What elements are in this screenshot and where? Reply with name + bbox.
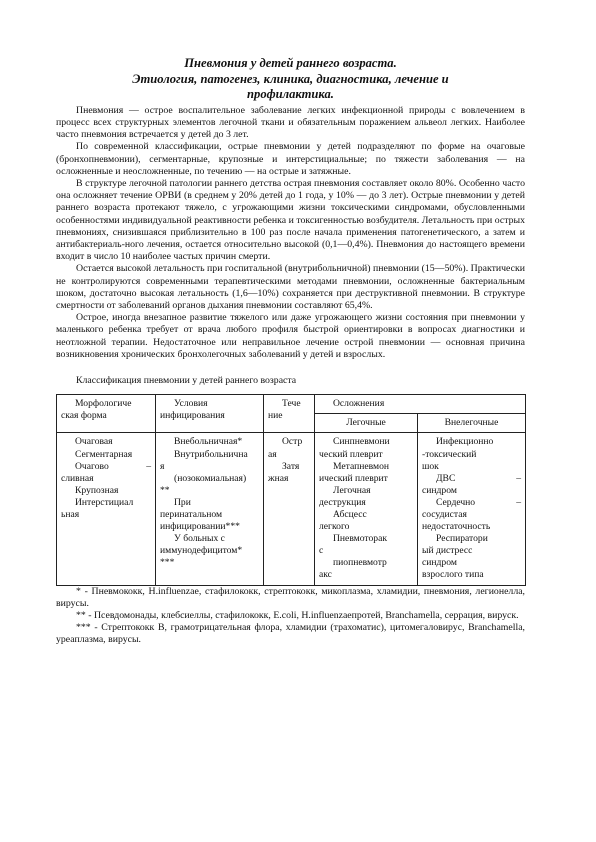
header-pulmonary: Легочные <box>315 414 418 433</box>
header-morphological-form: Морфологиче ская форма <box>57 395 156 433</box>
header-complications: Осложнения <box>315 395 526 414</box>
table-header-row <box>57 395 526 414</box>
cell-infection-conditions: Внебольничная* Внутрибольнична я (нозокомиальная) ** При перинатальном инфицировании*** У больных с иммунодефицитом* *** <box>156 433 264 585</box>
header-infection-conditions: Условия инфицирования <box>156 395 264 433</box>
cell-course: Остр ая Затя жная <box>264 433 315 585</box>
header-course: Тече ние <box>264 395 315 433</box>
paragraph-urgency: Острое, иногда внезапное развитие тяжелого или даже угрожающего жизни состояния при пневмонии у маленького ребенка требует от врача любого профиля быстрой ориентировки в вопросах диагностики и неотложной терапии. Недостаточное или неправильное лечение острой пневмонии — основная причина возникновения хронических бронхолегочных заболеваний у детей и взрослых. <box>56 312 525 360</box>
cell-extrapulmonary-complications: Инфекционно -токсический шок ДВС – синдром Сердечно – сосудистая недостаточность Респиратори ый дистресс синдром взрослого типа <box>418 433 526 585</box>
table-caption: Классификация пневмонии у детей раннего возраста <box>76 375 297 387</box>
title-line-1: Пневмония у детей раннего возраста. <box>184 56 397 70</box>
cell-pulmonary-complications: Синпневмони ческий плеврит Метапневмон ический плеврит Легочная деструкция Абсцесс легкого Пневмоторак с пиопневмотр акс <box>315 433 418 585</box>
paragraph-classification: По современной классификации, острые пневмонии у детей подразделяют по форме на очаговые (бронхопневмонии), сегментарные, крупозные и интерстициальные; по тяжести заболевания — на осложненные и неосложненные, по течению — на острые и затяжные. <box>56 141 525 177</box>
header-extrapulmonary: Внелегочные <box>418 414 526 433</box>
cell-morphological-forms: Очаговая Сегментарная Очагово – сливная Крупозная Интерстициал ьная <box>57 433 156 585</box>
paragraph-definition: Пневмония — острое воспалительное заболевание легких инфекционной природы с вовлечением в процесс всех структурных элементов легочной ткани и обязательным поражением альвеол легких. Наиболее часто пневмония встречается у детей до 3 лет. <box>56 104 525 141</box>
footnotes <box>56 586 525 646</box>
footnote-1: * - Пневмококк, H.influenzae, стафилококк, стрептококк, микоплазма, хламидии, пневмония, легионелла, вирусы. <box>56 585 525 609</box>
classification-table <box>56 394 526 585</box>
footnote-3: *** - Стрептококк В, грамотрицательная флора, хламидии (трахоматис), цитомегаловирус, Branchamella, уреаплазма, вирусы. <box>56 621 525 645</box>
footnote-2: ** - Псевдомонады, клебсиеллы, стафилококк, E.coli, H.influenzaeпротей, Branchamella, серрация, вируск. <box>76 609 519 621</box>
document-title <box>56 56 525 103</box>
title-line-3: профилактика. <box>247 87 334 102</box>
paragraph-structure: В структуре легочной патологии раннего детства острая пневмония составляет около 80%. Особенно часто она осложняет течение ОРВИ (в среднем у 20% детей до 1 года, у 10% — до 3 лет). Острые пневмонии у детей раннего возраста протекают тяжело, с угрожающими жизни токсическими синдромами, обусловленными особенностями индивидуальной реактивности ребенка и токсигенностью возбудителя. Летальность при острых пневмониях, снизившаяся приблизительно в 100 раз после начала применения патогенетического, а затем и антибактериаль-ного лечения, остается относительно высокой (0,1—0,4%). Пневмония до настоящего времени входит в число 10 наиболее частых причин смерти. <box>56 178 525 263</box>
title-line-2: Этиология, патогенез, клиника, диагностика, лечение и <box>132 71 449 86</box>
table-row <box>57 433 526 585</box>
document-page <box>56 56 525 646</box>
paragraph-mortality: Остается высокой летальность при госпитальной (внутрибольничной) пневмонии (15—50%). Практически не контролируются современными терапевтическими методами пневмонии, осложненные бактериальным шоком, достаточно высокая летальность (1,6—10%) сохраняется при деструктивной пневмонии. В структуре смертности от заболеваний органов дыхания пневмонии составляют 65,4%. <box>56 263 525 312</box>
